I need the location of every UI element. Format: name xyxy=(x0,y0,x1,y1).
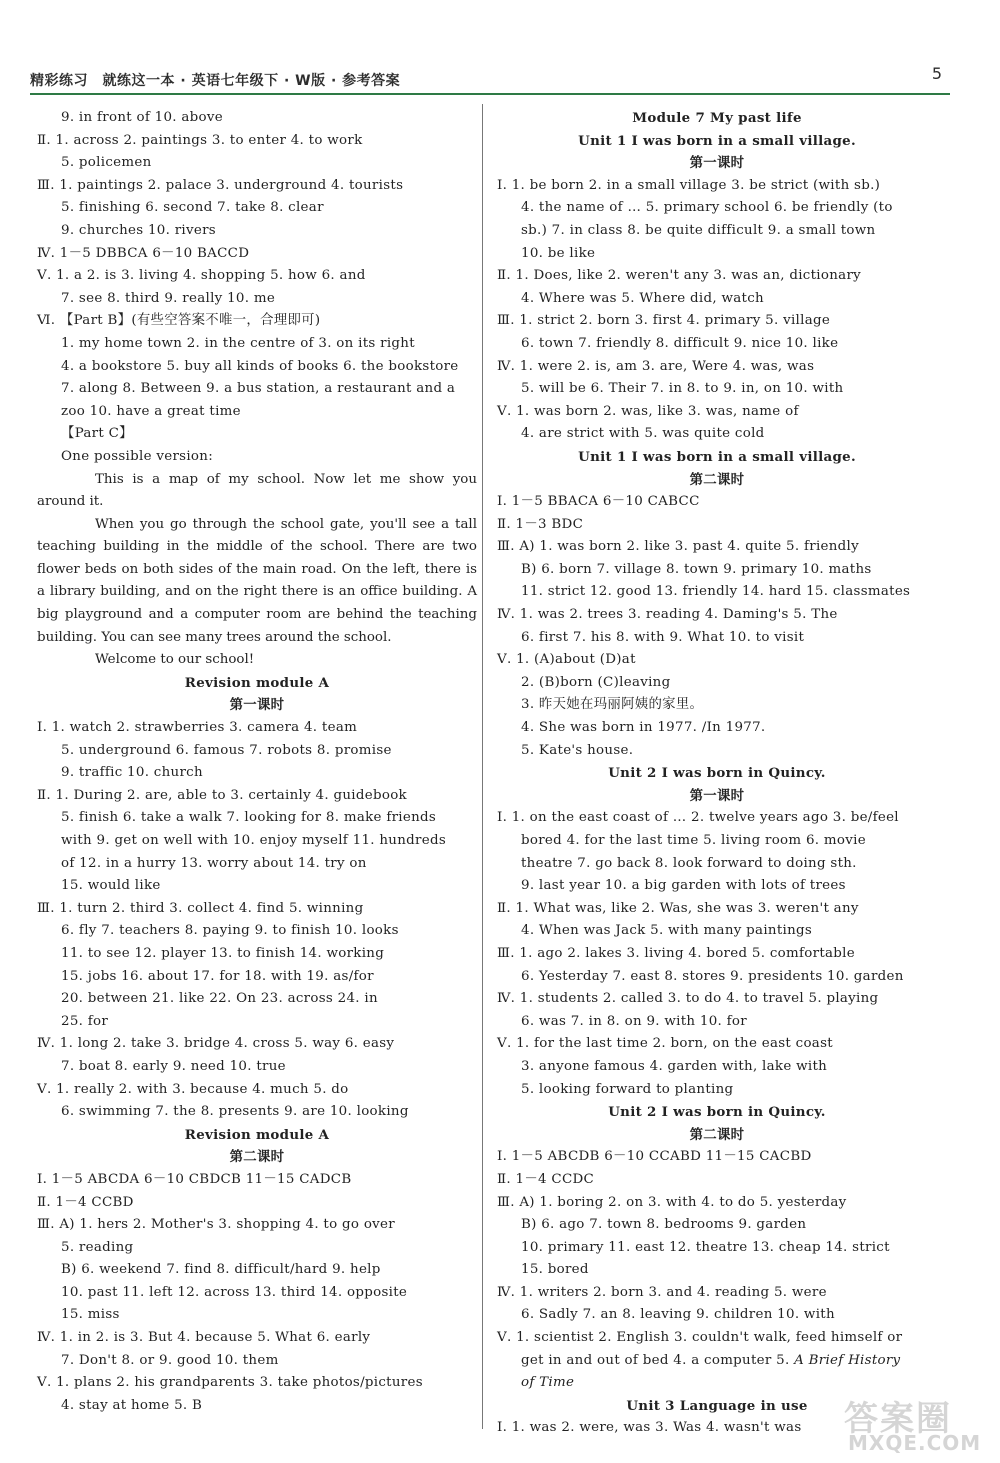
answer-line xyxy=(497,853,937,876)
answer-text: 7. along 8. Between 9. a bus station, a restaurant and a xyxy=(61,381,456,397)
answer-line xyxy=(497,988,937,1011)
answer-text: of 12. in a hurry 13. worry about 14. try on xyxy=(61,855,367,871)
answer-text: Ⅰ. 1. watch 2. strawberries 3. camera 4. team xyxy=(37,720,358,736)
page-header xyxy=(30,58,950,94)
answer-line xyxy=(497,1056,937,1079)
answer-text: 5. finish 6. take a walk 7. looking for 8. make friends xyxy=(61,810,437,826)
answer-text: 5. policemen xyxy=(61,155,152,171)
answer-line xyxy=(37,243,477,266)
answer-line xyxy=(37,898,477,921)
answer-line xyxy=(497,807,937,830)
answer-text: of Time xyxy=(521,1375,575,1391)
answer-text: 7. Don't 8. or 9. good 10. them xyxy=(61,1352,279,1368)
answer-text: 【Part C】 xyxy=(61,426,133,442)
answer-text: 2. (B)born (C)leaving xyxy=(521,674,671,690)
answer-text: Ⅲ. 1. strict 2. born 3. first 4. primary 5. village xyxy=(497,313,831,329)
answer-text: Ⅱ. 1－3 BDC xyxy=(497,516,584,532)
answer-text: Ⅳ. 1－5 DBBCA 6－10 BACCD xyxy=(37,245,250,261)
answer-text: 9. last year 10. a big garden with lots of trees xyxy=(521,878,846,894)
answer-text: Ⅰ. 1. on the east coast of … 2. twelve years ago 3. be/feel xyxy=(497,810,899,826)
page-number: 5 xyxy=(931,64,942,83)
section-heading xyxy=(37,1146,477,1169)
answer-line xyxy=(37,1327,477,1350)
answer-line xyxy=(37,514,477,650)
answer-text: Ⅰ. 1－5 BBACA 6－10 CABCC xyxy=(497,494,700,510)
answer-text: 4. are strict with 5. was quite cold xyxy=(521,426,765,442)
answer-text: 15. bored xyxy=(521,1262,589,1278)
answer-text: Ⅳ. 1. students 2. called 3. to do 4. to travel 5. playing xyxy=(497,991,879,1007)
answer-text: Ⅴ. 1. scientist 2. English 3. couldn't walk, feed himself or xyxy=(497,1330,903,1346)
answer-line xyxy=(37,966,477,989)
answer-text: Ⅰ. 1. be born 2. in a small village 3. be strict (with sb.) xyxy=(497,177,881,193)
answer-text: Module 7 My past life xyxy=(632,110,802,126)
answer-text: 4. stay at home 5. B xyxy=(61,1397,203,1413)
answer-line xyxy=(37,1372,477,1395)
answer-text: with 9. get on well with 10. enjoy myself 11. hundreds xyxy=(61,833,446,848)
answer-text: 6. swimming 7. the 8. presents 9. are 10. looking xyxy=(61,1104,409,1120)
answer-line xyxy=(37,1192,477,1215)
answer-text: 第二课时 xyxy=(229,1149,285,1166)
section-heading xyxy=(497,130,937,153)
answer-text: Welcome to our school! xyxy=(95,652,255,668)
answer-text: get in and out of bed 4. a computer 5. xyxy=(521,1352,790,1368)
answer-text: 4. the name of … 5. primary school 6. be friendly (to xyxy=(521,200,893,216)
answer-line xyxy=(497,672,937,695)
answer-line xyxy=(497,1350,937,1373)
answer-text: Ⅱ. 1－4 CCDC xyxy=(497,1171,595,1187)
answer-line xyxy=(497,401,937,424)
answer-line xyxy=(37,740,477,763)
answer-line xyxy=(497,175,937,198)
watermark-en: MXQE.COM xyxy=(848,1431,982,1455)
answer-text: 10. primary 11. east 12. theatre 13. cheap 14. strict xyxy=(521,1239,890,1255)
section-heading xyxy=(497,152,937,175)
answer-line xyxy=(37,175,477,198)
answer-line xyxy=(497,197,937,220)
answer-line xyxy=(37,1237,477,1260)
answer-line xyxy=(497,830,937,853)
answer-line xyxy=(497,423,937,446)
answer-text: 11. strict 12. good 13. friendly 14. hard 15. classmates xyxy=(521,584,911,600)
section-heading xyxy=(37,1124,477,1147)
answer-text-italic: A Brief History xyxy=(794,1352,901,1368)
answer-text: 10. be like xyxy=(521,245,596,261)
answer-line xyxy=(497,310,937,333)
answer-line xyxy=(497,288,937,311)
answer-text: 15. would like xyxy=(61,878,161,894)
answer-line xyxy=(497,920,937,943)
section-heading xyxy=(497,785,937,808)
answer-line xyxy=(497,243,937,266)
section-heading xyxy=(497,1124,937,1147)
answer-text: 3. 昨天她在玛丽阿姨的家里。 xyxy=(521,697,704,713)
answer-text: Revision module A xyxy=(184,674,330,691)
answer-text: 5. reading xyxy=(61,1239,134,1255)
answer-line xyxy=(497,1259,937,1282)
answer-text: Ⅵ. 【Part B】(有些空答案不唯一，合理即可) xyxy=(37,313,321,329)
answer-text: 第一课时 xyxy=(689,787,745,804)
answer-text: Ⅰ. 1. was 2. were, was 3. Was 4. wasn't was xyxy=(497,1420,802,1436)
answer-line xyxy=(37,943,477,966)
answer-line xyxy=(37,107,477,130)
answer-line xyxy=(37,920,477,943)
answer-line xyxy=(497,1169,937,1192)
answer-line xyxy=(497,581,937,604)
answer-line xyxy=(37,1101,477,1124)
answer-line xyxy=(497,604,937,627)
answer-line xyxy=(37,378,477,401)
answer-text: 3. anyone famous 4. garden with, lake with xyxy=(521,1058,828,1074)
answer-line xyxy=(37,717,477,740)
answer-text: Unit 1 I was born in a small village. xyxy=(578,132,856,149)
answer-line xyxy=(497,1079,937,1102)
answer-line xyxy=(37,356,477,379)
answer-text: 6. fly 7. teachers 8. paying 9. to finish 10. looks xyxy=(61,923,399,939)
answer-text: 9. churches 10. rivers xyxy=(61,222,216,238)
answer-line xyxy=(37,1395,477,1418)
answer-line xyxy=(37,446,477,469)
answer-text: Unit 2 I was born in Quincy. xyxy=(608,1104,826,1121)
answer-line xyxy=(497,1011,937,1034)
answer-line xyxy=(37,1259,477,1282)
answer-line xyxy=(37,1282,477,1305)
answer-line xyxy=(37,988,477,1011)
answer-text: Ⅲ. 1. turn 2. third 3. collect 4. find 5. winning xyxy=(37,900,364,916)
answer-text: 4. Where was 5. Where did, watch xyxy=(521,290,764,306)
answer-line xyxy=(497,1237,937,1260)
answer-text: 5. Kate's house. xyxy=(521,742,634,758)
answer-line xyxy=(37,1079,477,1102)
answer-text: 15. miss xyxy=(61,1307,120,1323)
answer-line xyxy=(497,356,937,379)
column-divider xyxy=(482,104,483,1429)
answer-text: Ⅲ. A) 1. hers 2. Mother's 3. shopping 4. to go over xyxy=(37,1217,395,1233)
answer-line xyxy=(37,1350,477,1373)
answer-text: zoo 10. have a great time xyxy=(61,403,241,419)
header-title: 精彩练习 就练这一本 · 英语七年级下 · W版 · 参考答案 xyxy=(30,73,401,89)
answer-text: Ⅲ. A) 1. boring 2. on 3. with 4. to do 5. yesterday xyxy=(497,1194,847,1210)
answer-line xyxy=(497,333,937,356)
answer-line xyxy=(37,288,477,311)
answer-text: 11. to see 12. player 13. to finish 14. working xyxy=(61,945,385,961)
answer-line xyxy=(497,1146,937,1169)
answer-text: Ⅰ. 1－5 ABCDA 6－10 CBDCB 11－15 CADCB xyxy=(37,1171,352,1187)
answer-line xyxy=(497,265,937,288)
answer-text: 1. my home town 2. in the centre of 3. on its right xyxy=(61,335,415,351)
answer-text: Unit 1 I was born in a small village. xyxy=(578,448,856,465)
answer-text: 4. When was Jack 5. with many paintings xyxy=(521,923,813,939)
answer-text: Ⅳ. 1. writers 2. born 3. and 4. reading 5. were xyxy=(497,1284,827,1300)
answer-line xyxy=(37,807,477,830)
answer-text: Ⅱ. 1. across 2. paintings 3. to enter 4. to work xyxy=(37,132,363,148)
answer-text: 6. was 7. in 8. on 9. with 10. for xyxy=(521,1013,747,1029)
answer-text: Revision module A xyxy=(184,1126,330,1143)
answer-text: 第二课时 xyxy=(689,1126,745,1143)
answer-text: B) 6. weekend 7. find 8. difficult/hard 9. help xyxy=(61,1262,381,1278)
answer-text: Ⅴ. 1. for the last time 2. born, on the east coast xyxy=(497,1036,833,1052)
answer-text: 4. She was born in 1977. /In 1977. xyxy=(521,720,766,736)
answer-text: 5. finishing 6. second 7. take 8. clear xyxy=(61,200,324,216)
answer-text: 9. traffic 10. church xyxy=(61,765,203,781)
answer-line xyxy=(497,1282,937,1305)
watermark-cn: 答案圈 xyxy=(844,1399,952,1439)
answer-line xyxy=(37,1214,477,1237)
answer-text: 4. a bookstore 5. buy all kinds of books 6. the bookstore xyxy=(61,358,459,374)
answer-line xyxy=(497,1327,937,1350)
section-heading xyxy=(497,1101,937,1124)
answer-text: 25. for xyxy=(61,1013,109,1029)
answer-line xyxy=(37,1011,477,1034)
answer-line xyxy=(497,514,937,537)
answer-text: Ⅱ. 1－4 CCBD xyxy=(37,1194,134,1210)
answer-text: 5. underground 6. famous 7. robots 8. promise xyxy=(61,742,392,758)
answer-text: This is a map of my school. Now let me show you around it. xyxy=(37,471,477,510)
answer-text: Ⅳ. 1. was 2. trees 3. reading 4. Daming's 5. The xyxy=(497,607,838,623)
answer-line xyxy=(497,559,937,582)
section-heading xyxy=(497,446,937,469)
answer-text: Ⅱ. 1. Does, like 2. weren't any 3. was an, dictionary xyxy=(497,268,862,284)
answer-line xyxy=(497,1192,937,1215)
section-heading xyxy=(37,694,477,717)
answer-text: Ⅲ. 1. paintings 2. palace 3. underground 4. tourists xyxy=(37,177,404,193)
answer-line xyxy=(497,649,937,672)
answer-text: Ⅴ. 1. was born 2. was, like 3. was, name of xyxy=(497,403,799,419)
answer-text: 6. town 7. friendly 8. difficult 9. nice 10. like xyxy=(521,335,839,351)
answer-text: 6. Yesterday 7. east 8. stores 9. presidents 10. garden xyxy=(521,968,904,984)
answer-text: theatre 7. go back 8. look forward to doing sth. xyxy=(521,855,857,871)
answer-text: bored 4. for the last time 5. living room 6. movie xyxy=(521,833,866,848)
answer-line xyxy=(37,469,477,514)
answer-line xyxy=(37,197,477,220)
answer-line xyxy=(37,333,477,356)
answer-text: Ⅴ. 1. (A)about (D)at xyxy=(497,652,636,668)
answer-text: Ⅲ. 1. ago 2. lakes 3. living 4. bored 5. comfortable xyxy=(497,945,855,961)
answer-line xyxy=(37,220,477,243)
answer-text: 9. in front of 10. above xyxy=(61,110,224,125)
answer-text: 15. jobs 16. about 17. for 18. with 19. as/for xyxy=(61,968,374,984)
answer-text: 6. Sadly 7. an 8. leaving 9. children 10. with xyxy=(521,1307,835,1323)
answer-line xyxy=(37,853,477,876)
section-heading xyxy=(37,672,477,695)
answer-line xyxy=(497,1304,937,1327)
answer-line xyxy=(37,1056,477,1079)
answer-text: Ⅰ. 1－5 ABCDB 6－10 CCABD 11－15 CACBD xyxy=(497,1149,812,1165)
answer-text: Ⅴ. 1. really 2. with 3. because 4. much 5. do xyxy=(37,1081,349,1097)
answer-text: B) 6. born 7. village 8. town 9. primary 10. maths xyxy=(521,561,872,577)
answer-text: 7. see 8. third 9. really 10. me xyxy=(61,290,276,306)
answer-text: 10. past 11. left 12. across 13. third 14. opposite xyxy=(61,1284,408,1300)
answer-line xyxy=(37,762,477,785)
answer-text: Ⅲ. A) 1. was born 2. like 3. past 4. quite 5. friendly xyxy=(497,539,860,555)
answer-line xyxy=(37,130,477,153)
answer-text: Ⅳ. 1. in 2. is 3. But 4. because 5. What 6. early xyxy=(37,1330,371,1346)
answer-text: 第一课时 xyxy=(689,155,745,172)
answer-text: sb.) 7. in class 8. be quite difficult 9. a small town xyxy=(521,222,876,238)
header-rule xyxy=(30,93,950,95)
answer-text: Ⅴ. 1. plans 2. his grandparents 3. take photos/pictures xyxy=(37,1375,423,1391)
answer-text: B) 6. ago 7. town 8. bedrooms 9. garden xyxy=(521,1217,807,1233)
answer-line xyxy=(497,875,937,898)
right-column xyxy=(497,107,937,1440)
answer-line xyxy=(497,536,937,559)
answer-line xyxy=(37,152,477,175)
answer-line xyxy=(37,423,477,446)
answer-text: Ⅴ. 1. a 2. is 3. living 4. shopping 5. how 6. and xyxy=(37,268,366,284)
answer-text: One possible version: xyxy=(61,448,214,464)
answer-line xyxy=(497,627,937,650)
answer-line xyxy=(497,898,937,921)
answer-text: 6. first 7. his 8. with 9. What 10. to visit xyxy=(521,629,805,645)
answer-line xyxy=(37,1033,477,1056)
answer-text: 20. between 21. like 22. On 23. across 24. in xyxy=(61,991,378,1007)
answer-line xyxy=(37,1304,477,1327)
answer-line xyxy=(37,1169,477,1192)
answer-text: Ⅳ. 1. were 2. is, am 3. are, Were 4. was, was xyxy=(497,358,815,374)
answer-line xyxy=(37,265,477,288)
answer-text: When you go through the school gate, you'll see a tall teaching building in the middle of the school. There are two flower beds on both sides of the main road. On the left, there is a library building, and on the right there is an office building. A big playground and a computer room are behind the teaching building. You can see many trees around the school. xyxy=(37,516,477,645)
answer-line xyxy=(497,378,937,401)
answer-text: 第二课时 xyxy=(689,471,745,488)
section-heading xyxy=(497,762,937,785)
answer-line xyxy=(497,220,937,243)
answer-text: Ⅱ. 1. What was, like 2. Was, she was 3. weren't any xyxy=(497,900,859,916)
answer-text: 5. looking forward to planting xyxy=(521,1081,734,1097)
section-heading xyxy=(497,107,937,130)
section-heading xyxy=(497,469,937,492)
answer-line xyxy=(37,830,477,853)
answer-line xyxy=(497,966,937,989)
answer-line xyxy=(37,310,477,333)
answer-text: 第一课时 xyxy=(229,697,285,714)
watermark-logo xyxy=(800,1391,990,1457)
answer-text: Unit 2 I was born in Quincy. xyxy=(608,765,826,782)
answer-line xyxy=(497,1033,937,1056)
left-column xyxy=(37,107,477,1417)
answer-text: Ⅱ. 1. During 2. are, able to 3. certainly 4. guidebook xyxy=(37,787,407,803)
answer-line xyxy=(37,875,477,898)
answer-text: 7. boat 8. early 9. need 10. true xyxy=(61,1058,286,1074)
answer-line xyxy=(37,649,477,672)
answer-line xyxy=(497,717,937,740)
answer-line xyxy=(497,943,937,966)
answer-text: Ⅳ. 1. long 2. take 3. bridge 4. cross 5. way 6. easy xyxy=(37,1036,395,1052)
answer-line xyxy=(37,785,477,808)
answer-line xyxy=(497,694,937,717)
answer-line xyxy=(497,740,937,763)
answer-line xyxy=(497,491,937,514)
answer-text: Unit 3 Language in use xyxy=(626,1397,808,1414)
answer-text: 5. will be 6. Their 7. in 8. to 9. in, on 10. with xyxy=(521,381,844,397)
answer-line xyxy=(37,401,477,424)
answer-line xyxy=(497,1214,937,1237)
